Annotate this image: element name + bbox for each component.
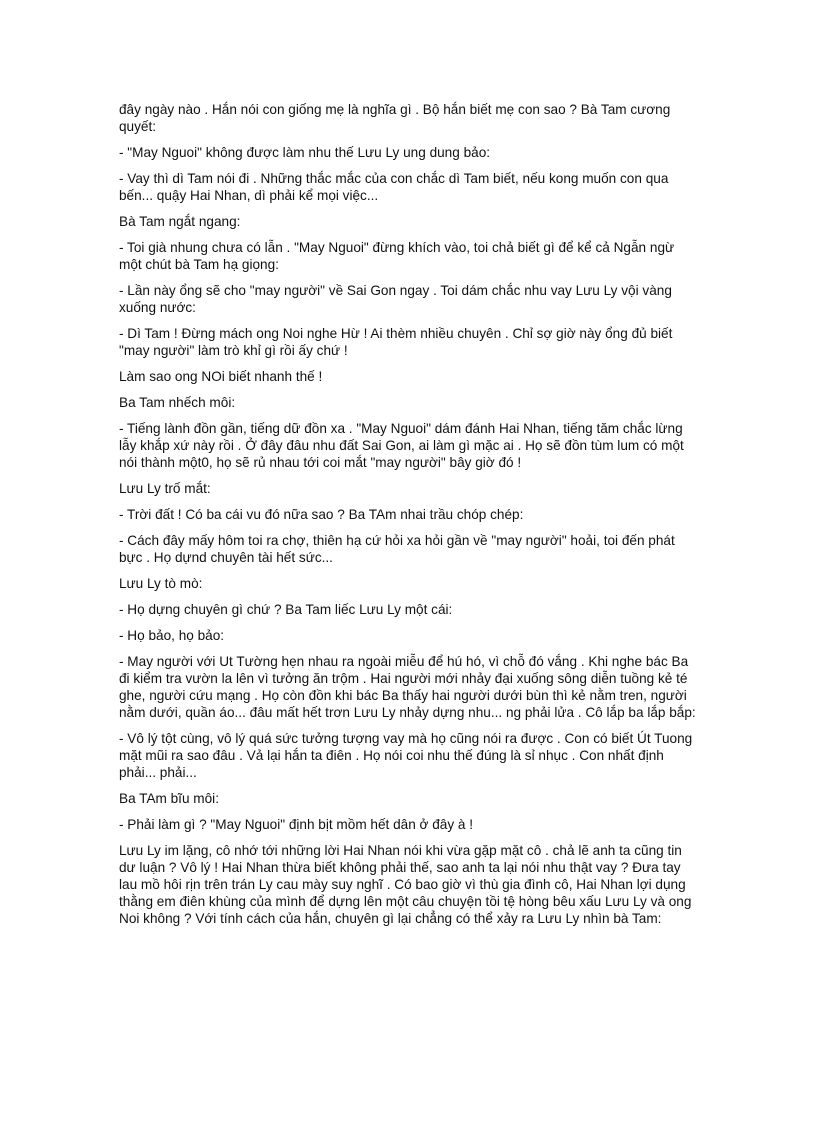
paragraph: - Vô lý tột cùng, vô lý quá sức tưởng tượng vay mà họ cũng nói ra được . Con có biết Út Tuong mặt mũi ra sao đâu . Vả lại hắn ta điên . Họ nói coi nhu thế đúng là sỉ nhục . Con nhất định phải... phải... [119, 731, 693, 780]
paragraph: - Trời đất ! Có ba cái vu đó nữa sao ? Ba TAm nhai trầu chóp chép: [119, 507, 524, 522]
paragraph: Ba Tam nhếch môi: [119, 395, 236, 410]
paragraph: Ba TAm bĩu môi: [119, 791, 219, 806]
paragraph: - Vay thì dì Tam nói đi . Những thắc mắc của con chắc dì Tam biết, nếu kong muốn con qua bến... quậy Hai Nhan, dì phải kể mọi việc... [119, 171, 669, 203]
paragraph: đây ngày nào . Hắn nói con giống mẹ là nghĩa gì . Bộ hắn biết mẹ con sao ? Bà Tam cương quyết: [119, 102, 671, 134]
paragraph: - May người với Ut Tường hẹn nhau ra ngoài miễu để hú hó, vì chỗ đó vắng . Khi nghe bác Ba đi kiểm tra vườn la lên vì tưởng ăn trộm . Hai người mới nhảy đại xuống sông diễn tuồng kẻ té ghe, người cứu mạng . Họ còn đồn khi bác Ba thấy hai người dưới bùn thì kẻ nằm tren, người nằm dưới, quần áo... đâu mất hết trơn Lưu Ly nhảy dựng nhu... ng phải lửa . Cô lắp ba lắp bắp: [119, 654, 696, 720]
paragraph: - Dì Tam ! Đừng mách ong Noi nghe Hừ ! Ai thèm nhiều chuyên . Chỉ sợ giờ này ổng đủ biết "may người" làm trò khỉ gì rồi ấy chứ ! [119, 326, 673, 358]
document-page [119, 101, 699, 936]
paragraph: Lưu Ly trố mắt: [119, 481, 211, 496]
paragraph: - Tiếng lành đồn gần, tiếng dữ đồn xa . "May Nguoi" dám đánh Hai Nhan, tiếng tăm chắc lừng lẫy khắp xứ này rồi . Ở đây đâu nhu đất Sai Gon, ai làm gì mặc ai . Họ sẽ đồn tùm lum có một nói thành một0, họ sẽ rủ nhau tới coi mắt "may người" bây giờ đó ! [119, 421, 684, 470]
paragraph: - Cách đây mấy hôm toi ra chợ, thiên hạ cứ hỏi xa hỏi gần về "may người" hoải, toi đến phát bực . Họ dựnd chuyên tài hết sức... [119, 533, 675, 565]
paragraph: Bà Tam ngắt ngang: [119, 214, 241, 229]
paragraph: Lưu Ly im lặng, cô nhớ tới những lời Hai Nhan nói khi vừa gặp mặt cô . chả lẽ anh ta cũng tin dư luận ? Vô lý ! Hai Nhan thừa biết không phải thế, sao anh ta lại nói nhu thật vay ? Đưa tay lau mồ hôi rịn trên trán Ly cau mày suy nghĩ . Có bao giờ vì thù gia đình cô, Hai Nhan lợi dụng thằng em điên khùng của mình để dựng lên một câu chuyện tồi tệ hòng bêu xấu Lưu Ly và ong Noi không ? Với tính cách của hắn, chuyên gì lại chẳng có thể xảy ra Lưu Ly nhìn bà Tam: [119, 843, 692, 926]
paragraph: - "May Nguoi" không được làm nhu thế Lưu Ly ung dung bảo: [119, 145, 491, 160]
paragraph: Lưu Ly tò mò: [119, 576, 203, 591]
paragraph: - Họ dựng chuyên gì chứ ? Ba Tam liếc Lưu Ly một cái: [119, 602, 453, 617]
paragraph: Làm sao ong NOi biết nhanh thế ! [119, 369, 323, 384]
paragraph: - Phải làm gì ? "May Nguoi" định bịt mồm hết dân ở đây à ! [119, 817, 474, 832]
paragraph: - Toi già nhung chưa có lẫn . "May Nguoi" đừng khích vào, toi chả biết gì để kể cả Ngẫn ngừ một chút bà Tam hạ giọng: [119, 240, 675, 272]
paragraph: - Lần này ổng sẽ cho "may người" về Sai Gon ngay . Toi dám chắc nhu vay Lưu Ly vội vàng xuống nước: [119, 283, 672, 315]
paragraph: - Họ bảo, họ bảo: [119, 628, 225, 643]
